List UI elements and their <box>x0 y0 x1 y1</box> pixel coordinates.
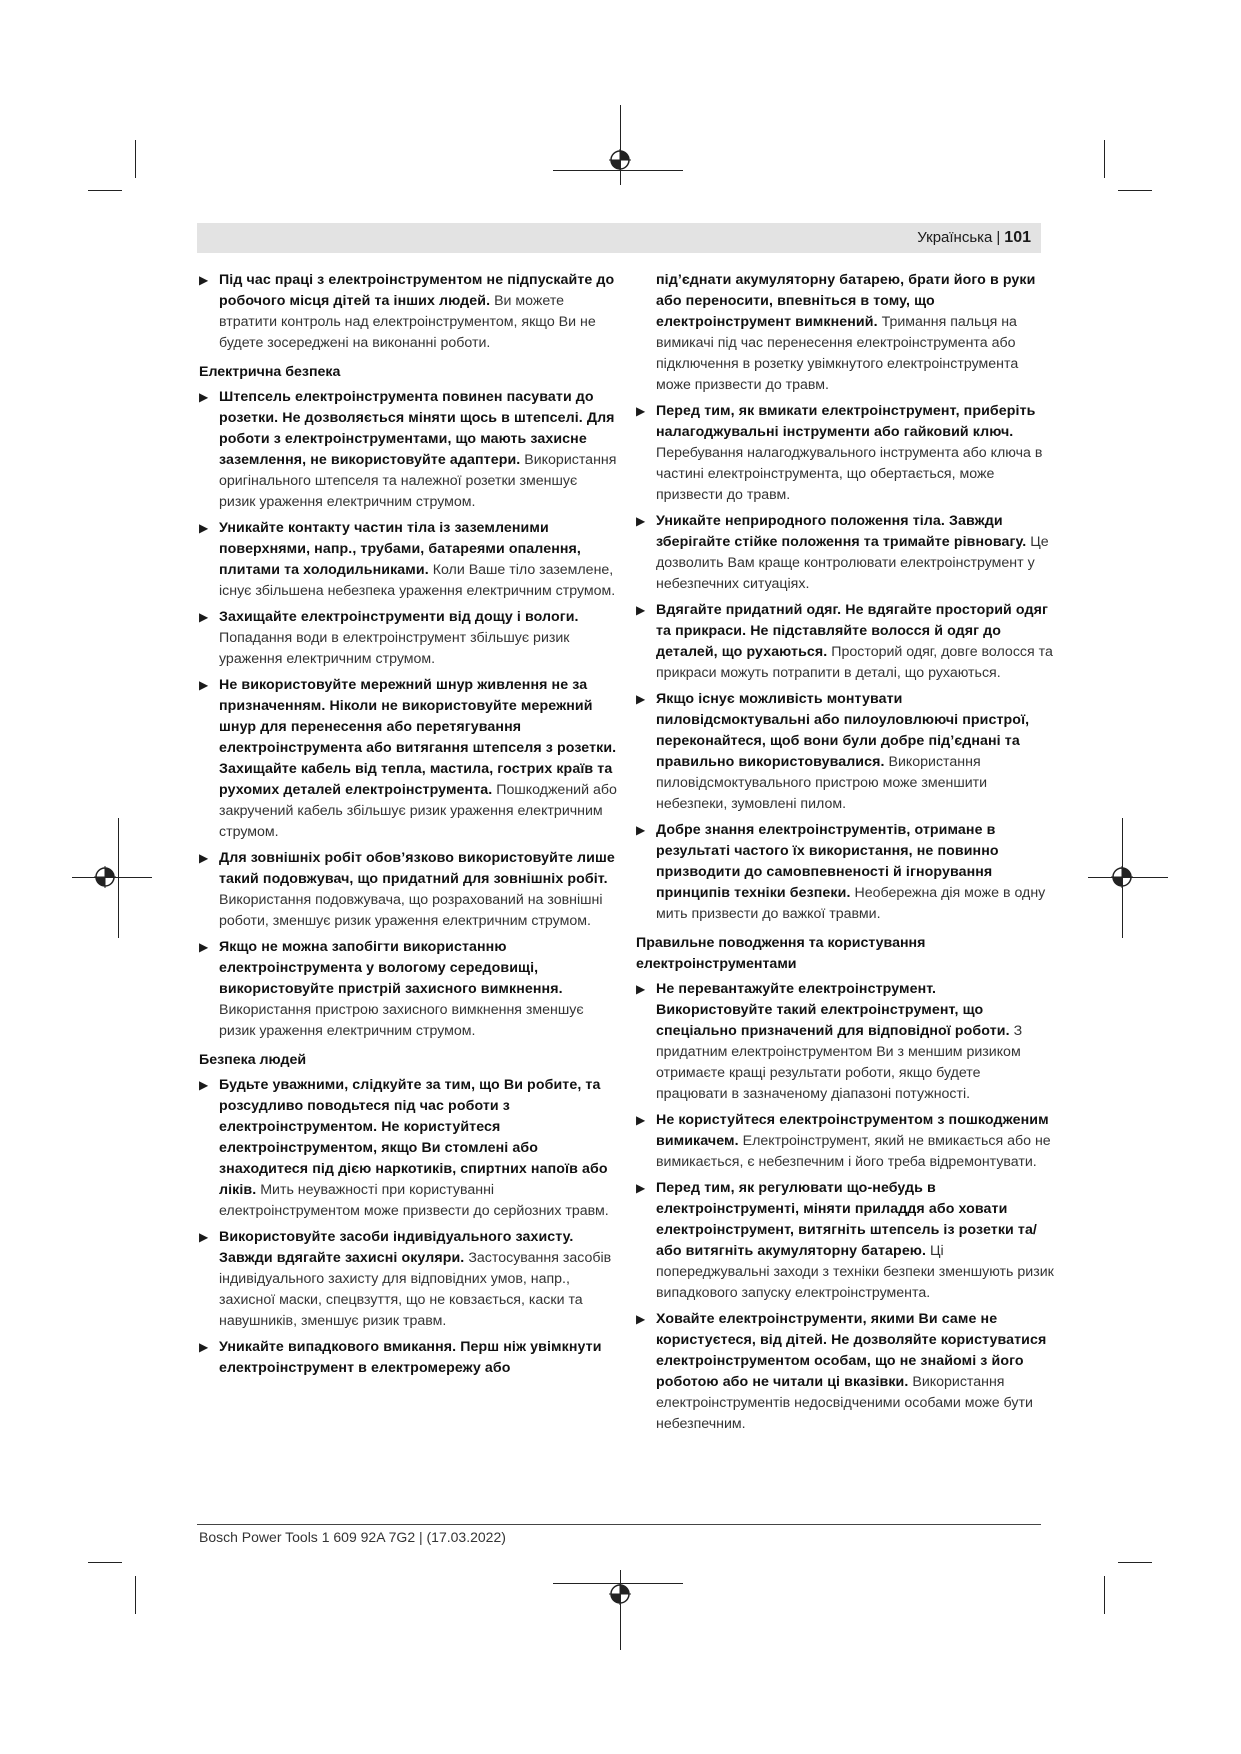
explanation-text: Коли Ваше тіло заземлене, існує збільшена небезпека ураження електричним струмом. <box>219 562 616 599</box>
bullet-triangle-icon: ▶ <box>636 982 646 996</box>
section-title: Електрична безпека <box>199 364 341 380</box>
explanation-text: Попадання води в електроінструмент збільшує ризик ураження електричним струмом. <box>219 630 570 667</box>
list-item <box>636 1309 1054 1435</box>
bullet-triangle-icon: ▶ <box>636 603 646 617</box>
instruction-bold: Не використовуйте мережний шнур живлення не за призначенням. Ніколи не використовуйте мережний шнур для перенесення або перетягування електроінструмента або витягання штепселя з розетки. Захищайте кабель від тепла, мастила, гострих країв та рухомих деталей електроінструмента. <box>219 677 617 798</box>
header-separator: | <box>996 229 1001 246</box>
list-item <box>636 1110 1054 1173</box>
explanation-text: Використання електроінструментів недосвідченими особами може бути небезпечним. <box>656 1374 1033 1432</box>
header-language: Українська <box>917 229 993 246</box>
bullet-triangle-icon: ▶ <box>636 823 646 837</box>
list-item-continued <box>636 270 1054 396</box>
bullet-triangle-icon: ▶ <box>199 1340 209 1354</box>
crop-mark-top-right-vertical <box>1104 140 1105 178</box>
explanation-text: Просторий одяг, довге волосся та прикраси можуть потрапити в деталі, що рухаються. <box>656 644 1053 681</box>
page-header <box>197 223 1041 253</box>
footer-rule <box>197 1524 1041 1525</box>
explanation-text: Ви можете втратити контроль над електроінструментом, якщо Ви не будете зосереджені на виконанні роботи. <box>219 293 596 351</box>
bullet-triangle-icon: ▶ <box>199 273 209 287</box>
crop-mark-top-right-horizontal <box>1118 190 1152 191</box>
instruction-bold: Уникайте контакту частин тіла із заземленими поверхнями, напр., трубами, батареями опалення, плитами та холодильниками. <box>219 520 581 578</box>
list-item <box>636 401 1054 506</box>
list-item <box>636 979 1054 1105</box>
list-item <box>636 600 1054 684</box>
instruction-bold: Не перевантажуйте електроінструмент. Використовуйте такий електроінструмент, що спеціально призначений для відповідної роботи. <box>656 981 1010 1039</box>
instruction-bold: Вдягайте придатний одяг. Не вдягайте просторий одяг та прикраси. Не підставляйте волосся й одяг до деталей, що рухаються. <box>656 602 1048 660</box>
crop-mark-top-left-horizontal <box>88 190 122 191</box>
bullet-triangle-icon: ▶ <box>199 940 209 954</box>
instruction-bold: Якщо не можна запобігти використанню електроінструмента у вологому середовищі, використовуйте пристрій захисного вимкнення. <box>219 939 563 997</box>
list-item <box>636 820 1054 925</box>
bullet-triangle-icon: ▶ <box>636 1113 646 1127</box>
list-item <box>636 1178 1054 1304</box>
bullet-triangle-icon: ▶ <box>199 521 209 535</box>
explanation-text: З придатним електроінструментом Ви з меншим ризиком отримаєте кращі результати роботи, якщо будете працювати в зазначеному діапазоні потужності. <box>656 1023 1023 1102</box>
explanation-text: Мить неуважності при користуванні електроінструментом може призвести до серйозних травм. <box>219 1182 609 1219</box>
list-item <box>199 387 617 513</box>
crop-mark-top-left-vertical <box>135 140 136 178</box>
explanation-text: Використання подовжувача, що розрахований на зовнішні роботи, зменшує ризик ураження електричним струмом. <box>219 892 603 929</box>
bullet-triangle-icon: ▶ <box>199 678 209 692</box>
list-item <box>636 689 1054 815</box>
explanation-text: Використання оригінального штепселя та належної розетки зменшує ризик ураження електричним струмом. <box>219 452 617 510</box>
bullet-triangle-icon: ▶ <box>636 404 646 418</box>
instruction-bold: під’єднати акумуляторну батарею, брати його в руки або переносити, впевніться в тому, що електроінструмент вимкнений. <box>656 272 1036 330</box>
list-item <box>199 607 617 670</box>
left-column <box>199 270 617 1384</box>
explanation-text: Використання пиловідсмоктувального пристрою може зменшити небезпеки, зумовлені пилом. <box>656 754 988 812</box>
bullet-triangle-icon: ▶ <box>199 851 209 865</box>
list-item <box>199 937 617 1042</box>
section-title: Правильне поводження та користування електроінструментами <box>636 935 926 972</box>
bullet-triangle-icon: ▶ <box>636 692 646 706</box>
page-number: 101 <box>1004 229 1031 246</box>
instruction-bold: Перед тим, як вмикати електроінструмент, приберіть налагоджувальні інструменти або гайковий ключ. <box>656 403 1036 440</box>
list-item <box>199 848 617 932</box>
footer-text: Bosch Power Tools 1 609 92A 7G2 | (17.03.2022) <box>199 1529 506 1545</box>
crop-mark-bottom-right-horizontal <box>1118 1562 1152 1563</box>
instruction-bold: Не користуйтеся електроінструментом з пошкодженим вимикачем. <box>656 1112 1049 1149</box>
explanation-text: Необережна дія може в одну мить призвести до важкої травми. <box>656 885 1046 922</box>
bullet-triangle-icon: ▶ <box>636 514 646 528</box>
bullet-triangle-icon: ▶ <box>199 390 209 404</box>
instruction-bold: Добре знання електроінструментів, отримане в результаті частого їх використання, не повинно призводити до самовпевненості й ігнорування принципів техніки безпеки. <box>656 822 999 901</box>
bullet-triangle-icon: ▶ <box>199 1230 209 1244</box>
explanation-text: Перебування налагоджувального інструмента або ключа в частині електроінструмента, що обертається, може призвести до травм. <box>656 445 1043 503</box>
registration-target-icon <box>609 1583 631 1605</box>
crop-mark-bottom-left-horizontal <box>88 1562 122 1563</box>
list-item <box>199 518 617 602</box>
instruction-bold: Використовуйте засоби індивідуального захисту. Завжди вдягайте захисні окуляри. <box>219 1229 574 1266</box>
bullet-triangle-icon: ▶ <box>199 1078 209 1092</box>
registration-target-icon <box>94 866 116 888</box>
instruction-bold: Уникайте неприродного положення тіла. Завжди зберігайте стійке положення та тримайте рівновагу. <box>656 513 1027 550</box>
explanation-text: Це дозволить Вам краще контролювати електроінструмент у небезпечних ситуаціях. <box>656 534 1049 592</box>
instruction-bold: Якщо існує можливість монтувати пиловідсмоктувальні або пилоуловлюючі пристрої, переконайтеся, щоб вони були добре під’єднані та правильно використовувалися. <box>656 691 1030 770</box>
instruction-bold: Уникайте випадкового вмикання. Перш ніж увімкнути електроінструмент в електромережу або <box>219 1339 602 1376</box>
registration-target-icon <box>609 149 631 171</box>
right-column <box>636 270 1054 1440</box>
bullet-triangle-icon: ▶ <box>636 1181 646 1195</box>
instruction-bold: Для зовнішніх робіт обов’язково використовуйте лише такий подовжувач, що придатний для зовнішніх робіт. <box>219 850 615 887</box>
instruction-bold: Штепсель електроінструмента повинен пасувати до розетки. Не дозволяється міняти щось в штепселі. Для роботи з електроінструментами, що мають захисне заземлення, не використовуйте адаптери. <box>219 389 615 468</box>
instruction-bold: Під час праці з електроінструментом не підпускайте до робочого місця дітей та інших людей. <box>219 272 615 309</box>
crop-mark-bottom-right-vertical <box>1104 1576 1105 1614</box>
bullet-triangle-icon: ▶ <box>636 1312 646 1326</box>
instruction-bold: Ховайте електроінструменти, якими Ви саме не користуєтеся, від дітей. Не дозволяйте користуватися електроінструментом особам, що не знайомі з його роботою або не читали ці вказівки. <box>656 1311 1047 1390</box>
explanation-text: Пошкоджений або закручений кабель збільшує ризик ураження електричним струмом. <box>219 782 617 840</box>
instruction-bold: Будьте уважними, слідкуйте за тим, що Ви робите, та розсудливо поводьтеся під час роботи з електроінструментом. Не користуйтеся електроінструментом, якщо Ви стомлені або знаходитеся під дією наркотиків, спиртних напоїв або ліків. <box>219 1077 608 1198</box>
crop-mark-bottom-left-vertical <box>135 1576 136 1614</box>
list-item <box>199 1075 617 1222</box>
instruction-bold: Перед тим, як регулювати що-небудь в електроінструменті, міняти приладдя або ховати електроінструмент, витягніть штепсель із розетки та/або витягніть акумуляторну батарею. <box>656 1180 1037 1259</box>
list-item <box>199 1227 617 1332</box>
header-text <box>917 229 1041 247</box>
instruction-bold: Захищайте електроінструменти від дощу і вологи. <box>219 609 579 625</box>
explanation-text: Ці попереджувальні заходи з техніки безпеки зменшують ризик випадкового запуску електроінструмента. <box>656 1243 1054 1301</box>
explanation-text: Використання пристрою захисного вимкнення зменшує ризик ураження електричним струмом. <box>219 1002 584 1039</box>
explanation-text: Застосування засобів індивідуального захисту для відповідних умов, напр., захисної маски, спецвзуття, що не ковзається, каски та навушників, зменшує ризик травм. <box>219 1250 612 1329</box>
list-item <box>199 270 617 354</box>
list-item <box>199 675 617 843</box>
explanation-text: Електроінструмент, який не вмикається або не вимикається, є небезпечним і його треба відремонтувати. <box>656 1133 1051 1170</box>
explanation-text: Тримання пальця на вимикачі під час перенесення електроінструмента або підключення в розетку увімкнутого електроінструмента може призвести до травм. <box>656 314 1019 393</box>
registration-target-icon <box>1111 866 1133 888</box>
list-item <box>199 1337 617 1379</box>
bullet-triangle-icon: ▶ <box>199 610 209 624</box>
list-item <box>636 511 1054 595</box>
section-title: Безпека людей <box>199 1052 307 1068</box>
